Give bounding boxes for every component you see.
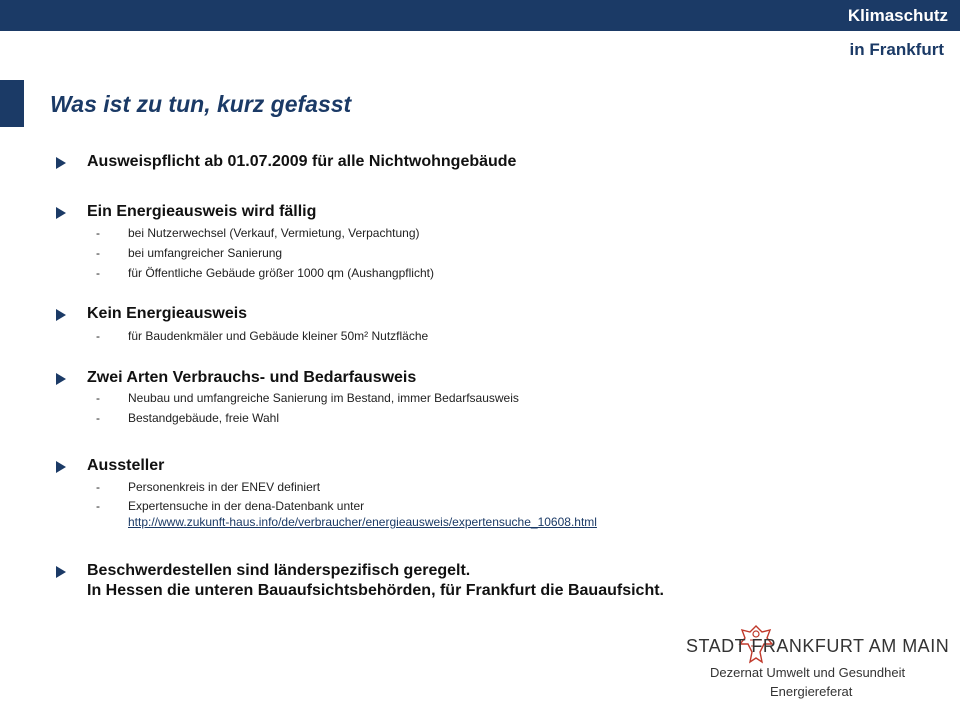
section-heading: Aussteller: [87, 457, 165, 474]
section-heading: Ein Energieausweis wird fällig: [87, 203, 317, 220]
bullet-arrow-icon: [56, 309, 66, 321]
bullet-arrow-icon: [56, 157, 66, 169]
logo-unit: Energiereferat: [770, 684, 853, 699]
expertensuche-link[interactable]: http://www.zukunft-haus.info/de/verbraucher/energieausweis/expertensuche_10608.html: [128, 515, 597, 529]
bullet-arrow-icon: [56, 461, 66, 473]
slide-title: Was ist zu tun, kurz gefasst: [50, 91, 352, 117]
section-heading-line1: Beschwerdestellen sind länderspezifisch geregelt.: [87, 562, 471, 579]
bullet-arrow-icon: [56, 207, 66, 219]
section-heading: Kein Energieausweis: [87, 305, 248, 322]
section-heading: Zwei Arten Verbrauchs- und Bedarfausweis: [87, 369, 417, 386]
brand-line1: Klimaschutz: [847, 6, 948, 25]
city-logo: [684, 620, 954, 710]
bullet-arrow-icon: [56, 566, 66, 578]
title-accent-bar: [0, 80, 24, 127]
top-bar: [0, 0, 960, 31]
logo-city-name: STADT FRANKFURT AM MAIN: [686, 636, 950, 656]
logo-department: Dezernat Umwelt und Gesundheit: [710, 665, 906, 680]
brand-line2: in Frankfurt: [849, 40, 944, 59]
section-heading: Ausweispflicht ab 01.07.2009 für alle Nichtwohngebäude: [87, 153, 517, 170]
section-heading-line2: In Hessen die unteren Bauaufsichtsbehörden, für Frankfurt die Bauaufsicht.: [87, 582, 664, 599]
bullet-arrow-icon: [56, 373, 66, 385]
